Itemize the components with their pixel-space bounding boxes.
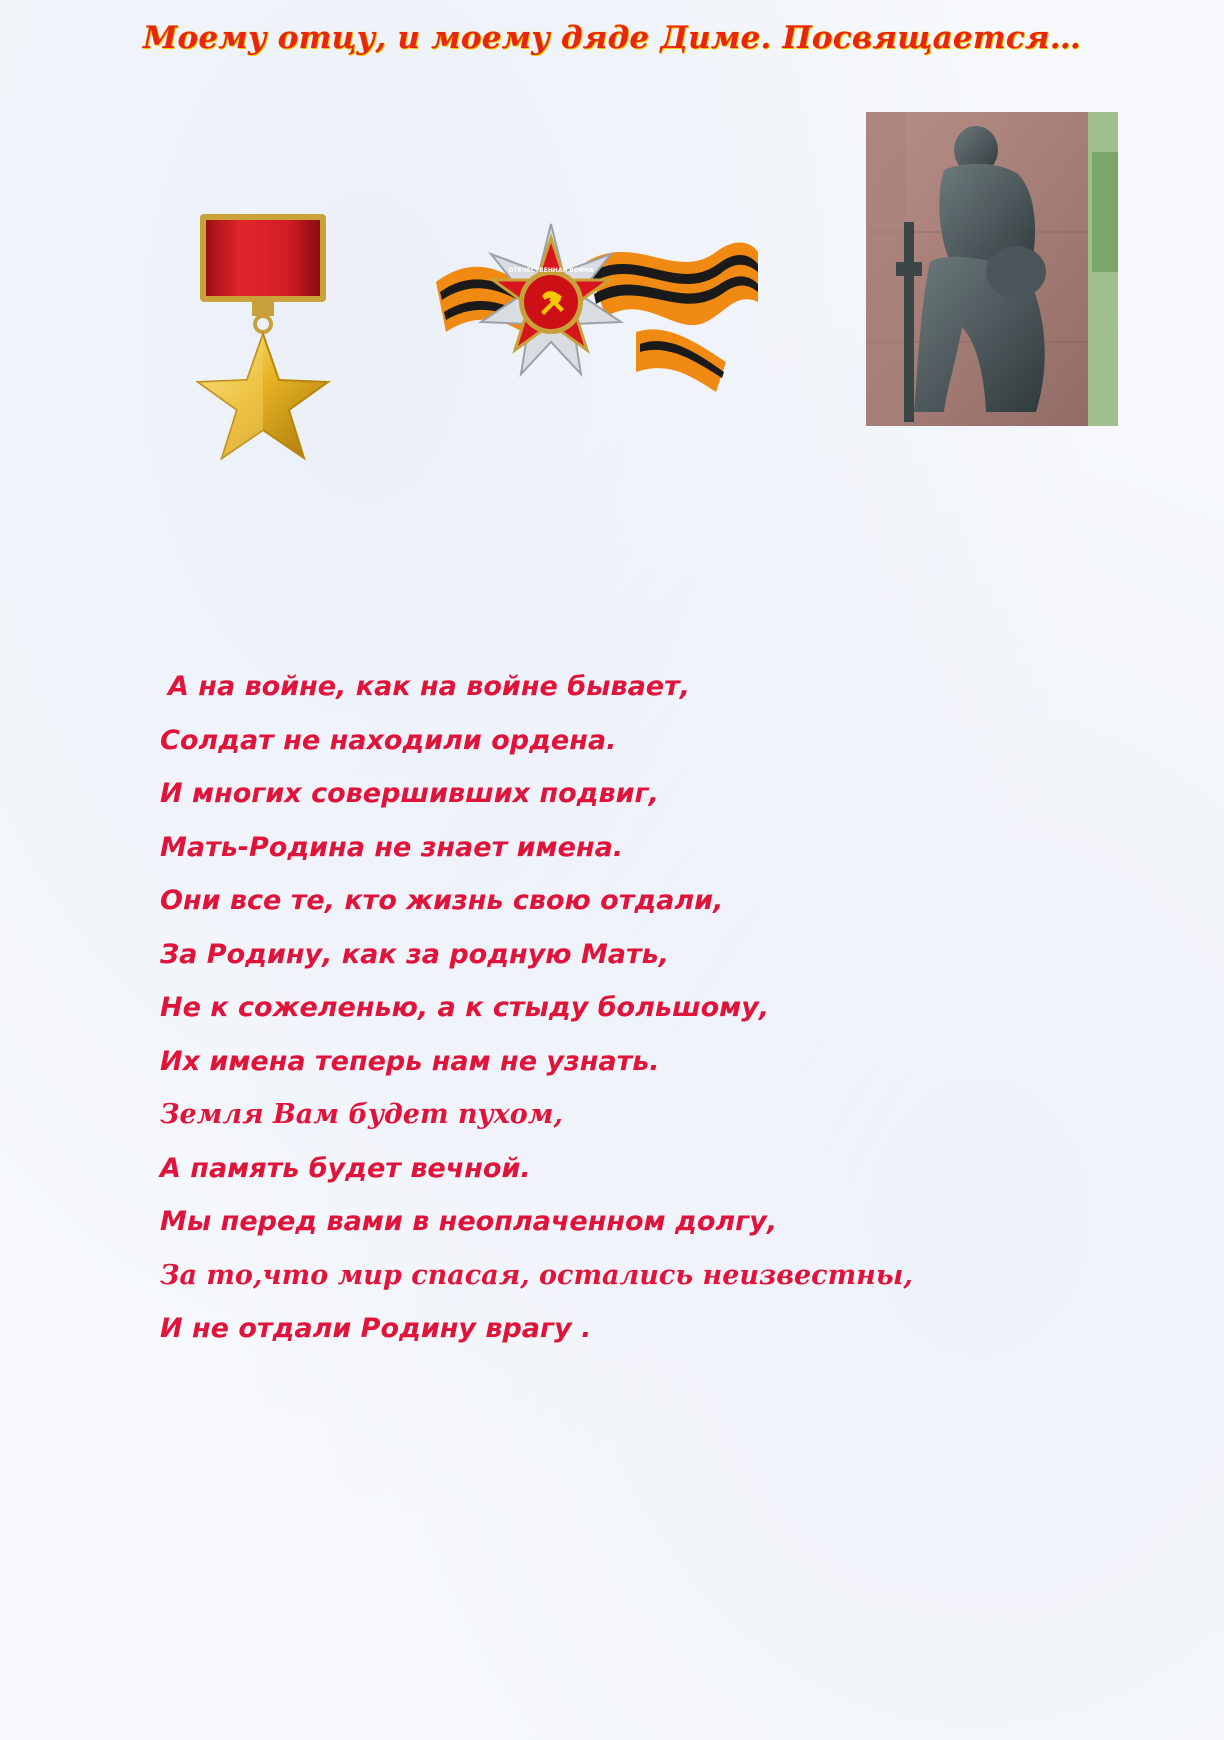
order-of-patriotic-war-icon: [436, 222, 758, 392]
dedication-title: Моему отцу, и моему дяде Диме. Посвящается…: [142, 20, 1081, 56]
poem-line: Не к сожеленью, а к стыду большому,: [160, 992, 770, 1023]
poem-line: Они все те, кто жизнь свою отдали,: [160, 885, 724, 916]
gold-star-hero-medal-icon: [196, 214, 336, 464]
poem-line: И многих совершивших подвиг,: [160, 778, 659, 809]
poem: [160, 660, 1120, 1356]
poem-line: Мы перед вами в неоплаченном долгу,: [160, 1206, 778, 1237]
order-inscription: ОТЕЧЕСТВЕННАЯ ВОЙНА: [508, 267, 594, 274]
medal-hanger: [252, 302, 274, 316]
poem-line: За то,что мир спасая, остались неизвестны,: [160, 1259, 913, 1291]
poem-line: Их имена теперь нам не узнать.: [160, 1045, 660, 1077]
poem-line: Мать-Родина не знает имена.: [160, 831, 624, 863]
poem-line: И не отдали Родину врагу .: [160, 1313, 592, 1344]
ribbon-bar: [206, 220, 320, 296]
kneeling-soldier-monument-photo: [866, 112, 1118, 426]
poem-line: А память будет вечной.: [160, 1152, 531, 1184]
poem-line: Солдат не находили ордена.: [160, 724, 617, 756]
poem-line: Земля Вам будет пухом,: [160, 1099, 563, 1130]
medal-ring: [255, 316, 271, 332]
poem-line: За Родину, как за родную Мать,: [160, 938, 670, 970]
poem-line: А на войне, как на войне бывает,: [168, 671, 691, 702]
